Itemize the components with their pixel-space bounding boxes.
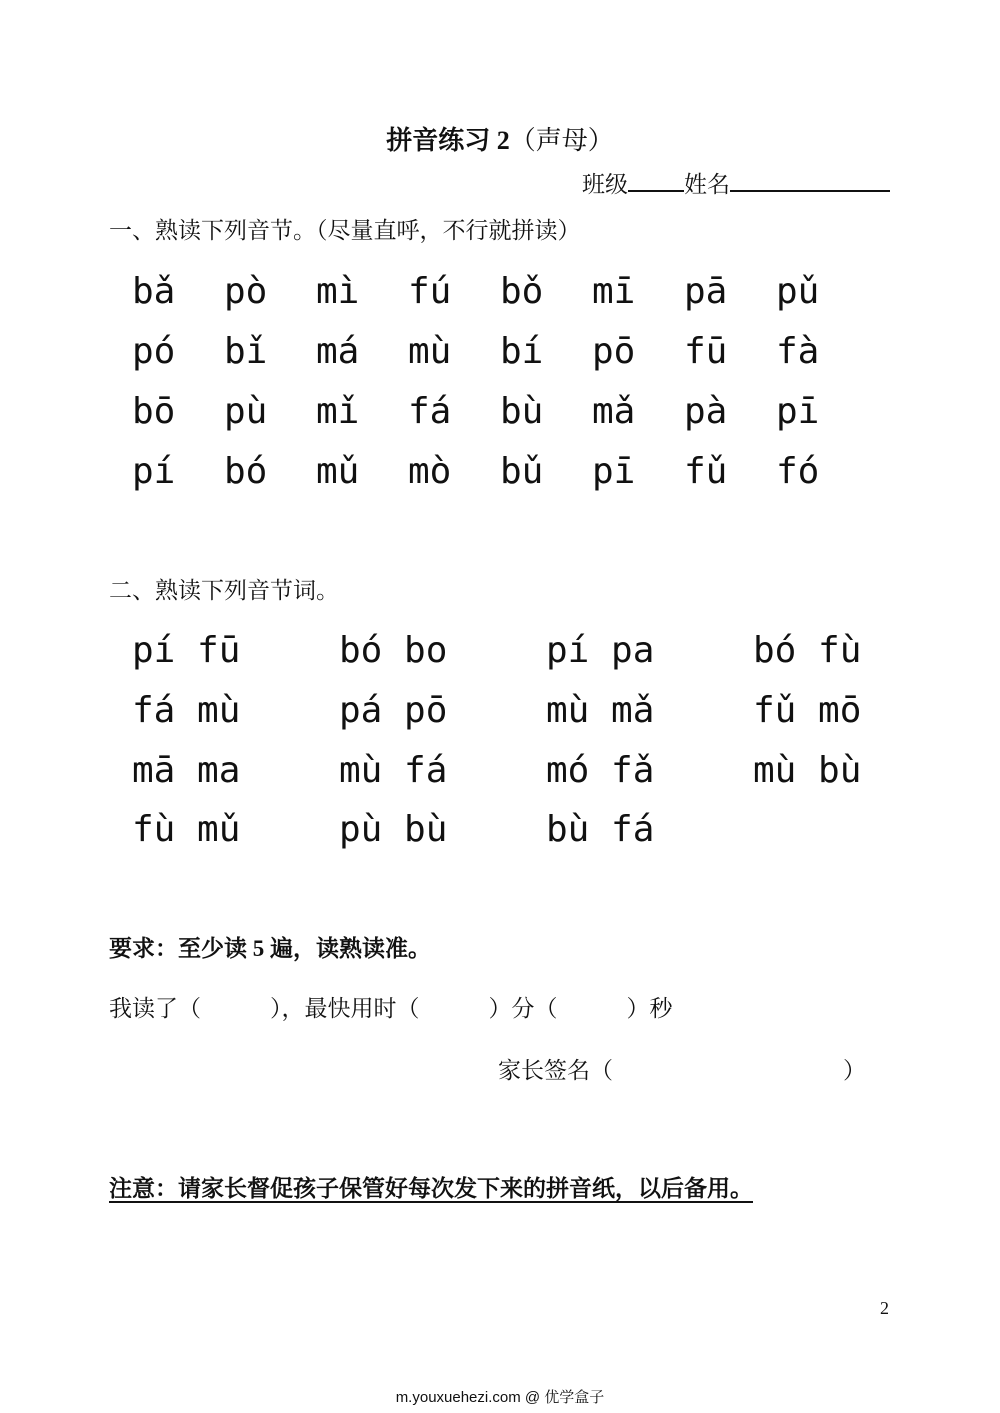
syllable-word: pá pō — [339, 690, 448, 731]
syllable: pà — [684, 391, 728, 432]
syllable: bǔ — [500, 451, 544, 492]
syllable-word: pí fū — [132, 630, 241, 671]
syllable-word: fá mù — [132, 690, 241, 731]
parent-signature-line: 家长签名（ ） — [498, 1058, 866, 1083]
syllable: mī — [592, 271, 636, 312]
syllable-word: mù fá — [339, 750, 448, 791]
syllable: pí — [132, 451, 176, 492]
footer-watermark: m.youxuehezi.com @ 优学盒子 — [395, 1389, 605, 1406]
syllable: fú — [408, 271, 452, 312]
syllable: mù — [408, 331, 452, 372]
name-label: 姓名 — [684, 172, 730, 197]
syllable: bí — [500, 331, 544, 372]
syllable: mǐ — [316, 391, 360, 432]
syllable: pī — [776, 391, 820, 432]
syllable: pā — [684, 271, 728, 312]
syllable: mì — [316, 271, 360, 312]
syllable-word: mù bù — [753, 750, 862, 791]
reading-record-line: 我读了（ ），最快用时（ ）分（ ）秒 — [109, 996, 673, 1021]
page-number: 2 — [880, 1298, 889, 1318]
syllable: bù — [500, 391, 544, 432]
syllable-word: bó fù — [753, 630, 862, 671]
syllable: fǔ — [684, 451, 728, 492]
syllable: fà — [776, 331, 820, 372]
title-main: 拼音练习 2 — [386, 126, 510, 155]
page-title — [0, 120, 1000, 157]
syllable: fū — [684, 331, 728, 372]
syllable: mǎ — [592, 391, 636, 432]
syllable-word: mù mǎ — [546, 690, 655, 731]
syllable: pǔ — [776, 271, 820, 312]
syllable-word: pù bù — [339, 809, 448, 850]
syllable: bǎ — [132, 271, 176, 312]
title-sub: （声母） — [509, 126, 614, 155]
syllable: pù — [224, 391, 268, 432]
syllable-word: fǔ mō — [753, 690, 862, 731]
class-name-line — [582, 166, 890, 199]
syllable: pō — [592, 331, 636, 372]
syllable: pó — [132, 331, 176, 372]
syllable: bǐ — [224, 331, 268, 372]
syllable: pī — [592, 451, 636, 492]
name-blank[interactable] — [730, 170, 890, 192]
syllable: mǔ — [316, 451, 360, 492]
syllable: fá — [408, 391, 452, 432]
syllable-word: pí pa — [546, 630, 655, 671]
section2-heading: 二、熟读下列音节词。 — [109, 578, 339, 603]
syllable-word: fù mǔ — [132, 809, 241, 850]
syllable: pò — [224, 271, 268, 312]
class-label: 班级 — [582, 172, 628, 197]
syllable-word: bù fá — [546, 809, 655, 850]
syllable-word: mā ma — [132, 750, 241, 791]
syllable: fó — [776, 451, 820, 492]
syllable-word: bó bo — [339, 630, 448, 671]
syllable: mò — [408, 451, 452, 492]
syllable-word: mó fǎ — [546, 750, 655, 791]
section1-heading: 一、熟读下列音节。（尽量直呼，不行就拼读） — [109, 218, 581, 243]
syllable: má — [316, 331, 360, 372]
syllable: bō — [132, 391, 176, 432]
requirement-text: 要求：至少读 5 遍，读熟读准。 — [109, 936, 431, 961]
parent-note: 注意：请家长督促孩子保管好每次发下来的拼音纸，以后备用。 — [109, 1176, 753, 1201]
syllable: bó — [224, 451, 268, 492]
syllable: bǒ — [500, 271, 544, 312]
class-blank[interactable] — [628, 170, 684, 192]
